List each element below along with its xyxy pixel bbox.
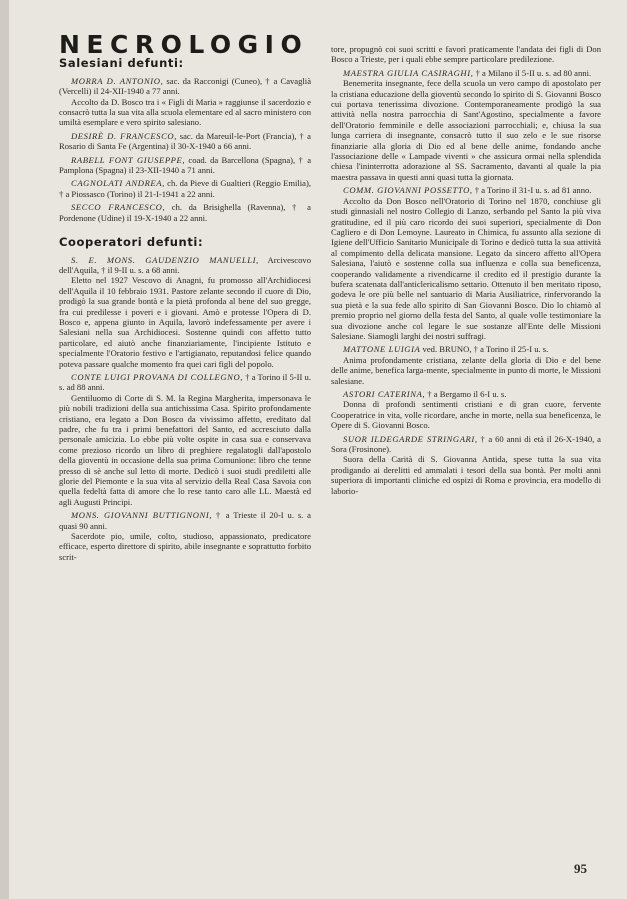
entry-body: Accolto da Don Bosco nell'Oratorio di Torino nel 1870, conchiuse gli studi ginnasiali nel nostro Collegio di Lanzo, serbando pel Santo la più viva gratitudine, ed il più caro ricordo dei suoi superiori, specialmente di Don Cagliero e di Don Lemoyne. Laureato in Chimica, fu assunto alla sezione di Igiene dell'Ufficio Sanitario Municipale di Torino e dedicò tutta la sua attività al compimento della delicata mansione. Legato da sincero affetto all'Opera Salesiana, l'aiutò e sostenne colla sua influenza e colla sua beneficenza, cooperando validamente a rivendicarne il credito ed il prestigio durante la bufera scatenata dall'anticlericalismo settario. Ottenuto il ben meritato riposo, godeva le ore più belle nel santuario di Maria Ausiliatrice, rinfervorando la sua pietà e la sua fede allo spirito di San Giovanni Bosco. Dio lo chiamò al premio proprio nel giorno della festa del Santo, al quale volle testimoniare la sua divozione anche col legare le sue sostanze all'Ente delle Missioni Salesiane. Siamogli larghi dei nostri suffragi. [331, 195, 601, 341]
entry-body: Suora della Carità di S. Giovanna Antida, spese tutta la sua vita prodigando ai derelitti ed ammalati i tesori della sua bontà. Per molti anni superiora di importanti cliniche ed ospizi di Roma e provincia, era modello di laborio- [331, 454, 601, 496]
obituary-entry [59, 178, 311, 199]
entry-details: coad. da Barcellona (Spagna), † a Pamplona (Spagna) il 23-XII-1940 a 71 anni. [59, 154, 312, 176]
page-number: 95 [574, 861, 587, 876]
obituary-entry [59, 76, 311, 128]
entry-details: sac. da Mareuil-le-Port (Francia), † a Rosario di Santa Fe (Argentina) il 30-X-1940 a 66 anni. [59, 130, 311, 152]
deceased-name: CAGNOLATI ANDREA, [71, 178, 165, 189]
obituary-entry [331, 68, 601, 182]
deceased-name: S. E. MONS. GAUDENZIO MANUELLI, [71, 254, 259, 265]
entry-body: Sacerdote pio, umile, colto, studioso, appassionato, predicatore efficace, esperto direttore di spirito, abile insegnante e soprattutto forbito scrit- [59, 531, 311, 562]
entry-details: † a Torino il 5-II u. s. ad 88 anni. [59, 371, 311, 393]
entry-body: Gentiluomo di Corte di S. M. la Regina Margherita, impersonava le più nobili tradizioni della sua antichissima Casa. Spirito profondamente cristiano, era legato a Don Bosco da vivissimo affetto, ereditato dal padre, che fu tra i primi benefattori del Santo, ed accresciuto dalla personale amicizia. Lo ebbe più volte ospite in casa sua e conservava come prezioso ricordo un libro di preghiere regalatogli dall'apostolo della gioventù in occasione della sua prima Comunione: libro che tenne presso di sè anche sul letto di morte. Dedicò i suoi studi prediletti alle glorie del Piemonte e la sua vita al servizio della Real Casa Savoia con quella fedeltà fatta di amore che lo rese tanto caro alle LL. Maestà ed agli Augusti Principi. [59, 392, 311, 507]
deceased-name: DESIRÈ D. FRANCESCO, [71, 130, 177, 141]
obituary-entry [59, 131, 311, 152]
entry-details: ch. da Brisighella (Ravenna), † a Pordenone (Udine) il 19-X-1940 a 22 anni. [59, 202, 312, 223]
entry-details: † a Torino il 31-I u. s. ad 81 anno. [472, 185, 592, 196]
section-heading-salesiani: Salesiani defunti: [59, 56, 184, 71]
continued-text [331, 44, 601, 65]
entry-details: ved. BRUNO, † a Torino il 25-I u. s. [420, 344, 549, 355]
obituary-entry [331, 434, 601, 496]
entry-body: Eletto nel 1927 Vescovo di Anagni, fu promosso all'Archidiocesi dell'Aquila il 10 febbraio 1931. Pastore zelante secondo il cuore di Dio, prodigò la sua grande bontà e la pietà profonda al bene del suo gregge, fra cui predilesse i poveri e i giovani. Amò e protesse l'Opera di D. Bosco e, appena giunto in Aquila, lavorò indefessamente per avere i Salesiani nella sua Archidiocesi. Sostenne quindi con affetto tutto particolare, ed aiutò anche finanziariamente, l'incipiente Istituto e specialmente l'Oratorio festivo e l'artigianato, reputandosi felice quando poteva passare qualche momento fra quei cari figli del popolo. [59, 275, 311, 369]
deceased-name: MAESTRA GIULIA CASIRAGHI, [343, 67, 474, 78]
obituary-entry [59, 510, 311, 562]
page-title: NECROLOGIO [59, 30, 309, 59]
left-column [59, 30, 312, 565]
entry-details: sac. da Racconigi (Cuneo), † a Cavaglià (Vercelli) il 24-XII-1940 a 77 anni. [59, 75, 312, 97]
deceased-name: ASTORI CATERINA, [343, 389, 426, 399]
obituary-entry [59, 202, 311, 223]
obituary-entry [59, 372, 311, 507]
entry-details: Arcivescovo dell'Aquila, † il 9-II u. s. a 68 anni. [59, 254, 311, 275]
deceased-name: COMM. GIOVANNI POSSETTO, [343, 185, 473, 196]
deceased-name: SECCO FRANCESCO, [71, 202, 166, 213]
entry-body: Donna di profondi sentimenti cristiani e di gran cuore, fervente Cooperatrice in vita, volle ricordare, anche in morte, nella sua beneficenza, le Opere di S. Giovanni Bosco. [331, 399, 601, 431]
deceased-name: RABELL FONT GIUSEPPE, [71, 154, 186, 165]
section-heading-cooperatori: Cooperatori defunti: [59, 235, 204, 250]
deceased-name: MONS. GIOVANNI BUTTIGNONI, [71, 510, 213, 521]
deceased-name: CONTE LUIGI PROVANA DI COLLEGNO, [71, 371, 244, 382]
obituary-entry [331, 389, 601, 431]
entry-details: † a 60 anni di età il 26-X-1940, a Sora (Frosinone). [331, 433, 601, 455]
deceased-name: MORRA D. ANTONIO, [71, 75, 164, 86]
entry-body: Benemerita insegnante, fece della scuola un vero campo di apostolato per la cristiana educazione della gioventù secondo lo spirito di S. Giovanni Bosco cui portava tenerissima divozione. Contemporaneamente prodigò la sua attività nella nostra parrocchia di Sant'Agostino, specialmente a favore dell'Oratorio femminile e delle associazioni parrocchiali; e, chiusa la sua lunga carriera di insegnante, consacrò tutto il suo zelo e le sue risorse finanziarie alla gloria di Dio ed al bene delle anime, fondando anche l'associazione delle « Lampade viventi » che assicura ormai nella splendida chiesa l'ininterrotta adorazione al SS. Sacramento, davanti al quale la pia maestra passava in questi anni quasi tutta la giornata. [331, 78, 601, 182]
deceased-name: SUOR ILDEGARDE STRINGARI, [343, 433, 478, 444]
entry-details: † a Bergamo il 6-I u. s. [425, 389, 507, 399]
entry-body: Anima profondamente cristiana, zelante della gloria di Dio e del bene delle anime, benefica larga-mente, specialmente in punto di morte, le Missioni salesiane. [331, 354, 601, 386]
entry-details: † a Milano il 5-II u. s. ad 80 anni. [473, 67, 592, 78]
obituary-entry [331, 344, 601, 386]
entry-details: ch. da Pieve di Gualtieri (Reggio Emilia), † a Piossasco (Torino) il 21-I-1941 a 22 anni. [59, 178, 311, 199]
entry-body: Accolto da D. Bosco tra i « Figli di Maria » raggiunse il sacerdozio e consacrò tutta la sua vita alla scuola elementare ed al sacro ministero con umiltà esemplare e vero spirito salesiano. [59, 96, 311, 128]
obituary-entry [331, 185, 601, 341]
deceased-name: MATTONE LUIGIA [343, 344, 421, 355]
right-column [331, 44, 601, 499]
entry-details: † a Trieste il 20-I u. s. a quasi 90 anni. [59, 510, 311, 531]
obituary-entry [59, 255, 311, 369]
entry-body: tore, propugnò coi suoi scritti e favorì praticamente l'andata dei figli di Don Bosco a Trieste, per i quali ebbe sempre particolare predilezione. [331, 44, 601, 65]
obituary-entry [59, 155, 311, 176]
